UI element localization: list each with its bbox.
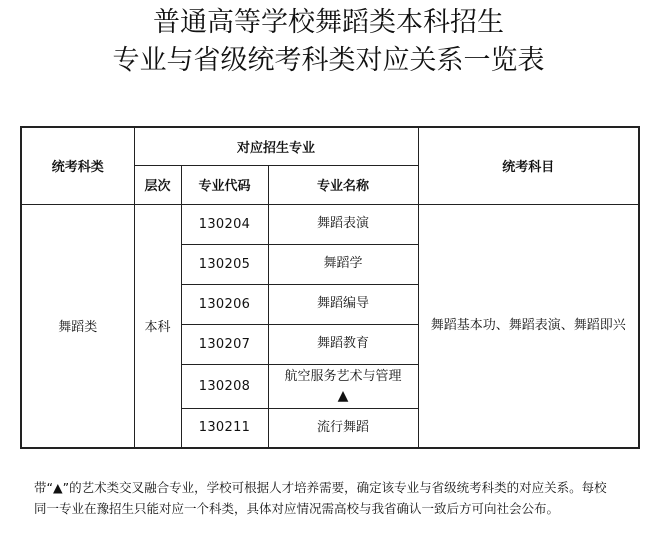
cell-major-name: [268, 364, 418, 408]
cell-major-name: 舞蹈表演: [268, 204, 418, 244]
table-row: [21, 204, 639, 244]
cell-major-name: 舞蹈学: [268, 244, 418, 284]
major-name-text: 航空服务艺术与管理: [284, 369, 402, 384]
page-subtitle: 专业与省级统考科类对应关系一览表: [112, 45, 545, 76]
header-major-name: 专业名称: [268, 165, 418, 204]
cell-exam-category: 舞蹈类: [21, 204, 134, 448]
correspondence-table: [20, 126, 640, 449]
header-exam-subjects: 统考科目: [418, 127, 639, 204]
cell-major-code: 130207: [181, 324, 268, 364]
cell-major-code: 130211: [181, 408, 268, 448]
cell-major-code: 130204: [181, 204, 268, 244]
cell-major-name: 舞蹈编导: [268, 284, 418, 324]
table-header-row: [21, 127, 639, 165]
page-title: 普通高等学校舞蹈类本科招生: [153, 7, 504, 38]
cross-discipline-marker-icon: ▲: [337, 388, 349, 404]
cell-major-name: 流行舞蹈: [268, 408, 418, 448]
cell-level: 本科: [134, 204, 181, 448]
footnote: 带“▲”的艺术类交叉融合专业，学校可根据人才培养需要，确定该专业与省级统考科类的对应关系。每校同一专业在豫招生只能对应一个科类，具体对应情况需高校与我省确认一致后方可向社会公布。: [34, 480, 607, 516]
header-major-code: 专业代码: [181, 165, 268, 204]
header-level: 层次: [134, 165, 181, 204]
cell-major-name: 舞蹈教育: [268, 324, 418, 364]
cell-exam-subjects: 舞蹈基本功、舞蹈表演、舞蹈即兴: [418, 204, 639, 448]
cell-major-code: 130208: [181, 364, 268, 408]
header-enrollment-major: 对应招生专业: [134, 127, 418, 165]
cell-major-code: 130206: [181, 284, 268, 324]
cell-major-code: 130205: [181, 244, 268, 284]
header-exam-category: 统考科类: [21, 127, 134, 204]
